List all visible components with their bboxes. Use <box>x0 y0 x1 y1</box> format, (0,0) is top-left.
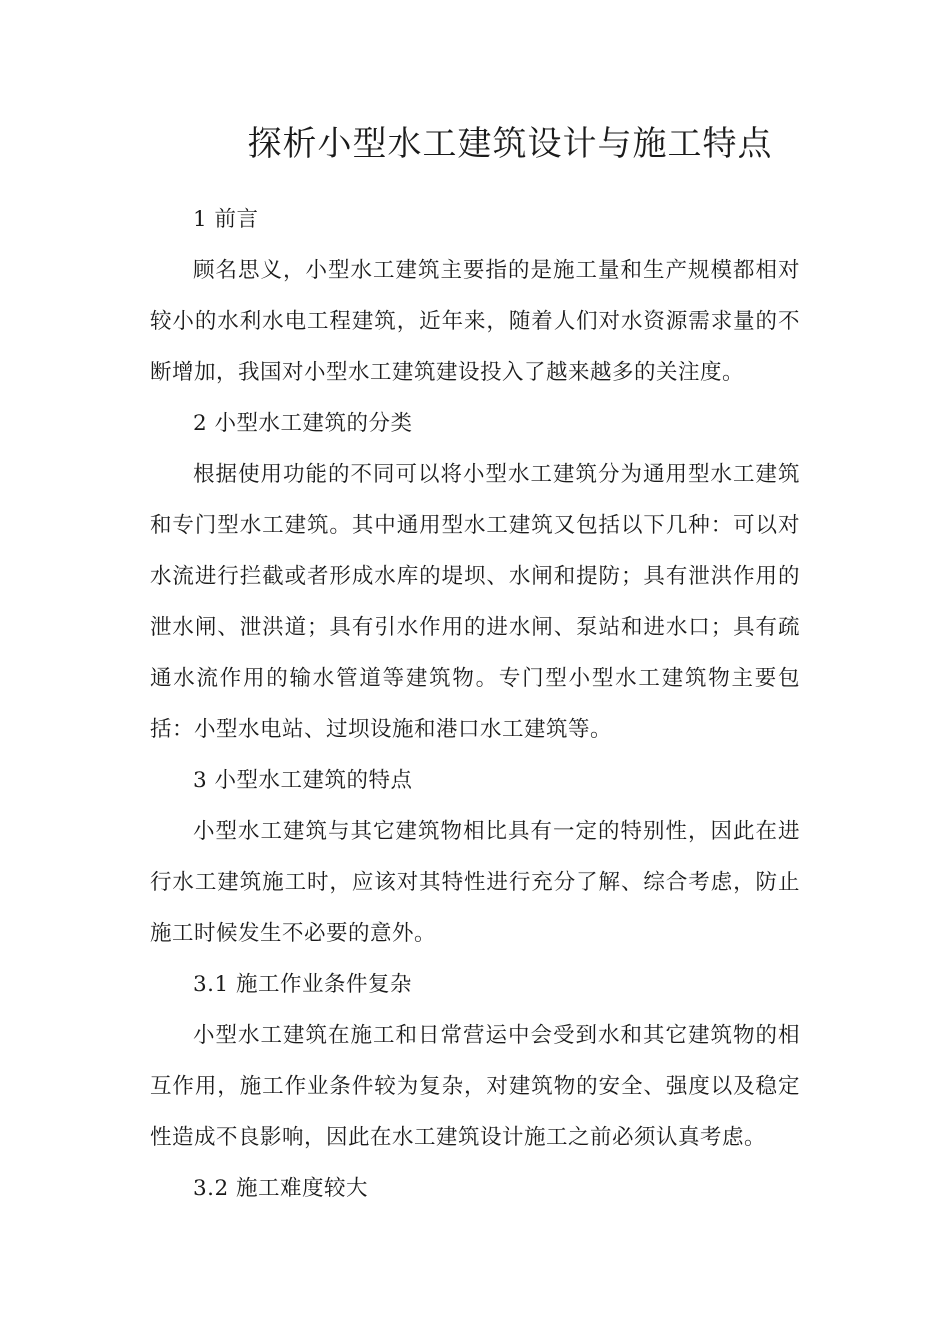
document-body <box>150 194 800 1214</box>
section-heading: 3.1 施工作业条件复杂 <box>193 972 413 997</box>
body-paragraph: 顾名思义，小型水工建筑主要指的是施工量和生产规模都相对较小的水利水电工程建筑，近年来，随着人们对水资源需求量的不断增加，我国对小型水工建筑建设投入了越来越多的关注度。 <box>150 258 800 385</box>
section-heading: 2 小型水工建筑的分类 <box>193 411 413 436</box>
body-paragraph: 小型水工建筑在施工和日常营运中会受到水和其它建筑物的相互作用，施工作业条件较为复杂，对建筑物的安全、强度以及稳定性造成不良影响，因此在水工建筑设计施工之前必须认真考虑。 <box>150 1023 800 1150</box>
document-title: 探析小型水工建筑设计与施工特点 <box>247 124 773 164</box>
body-paragraph: 小型水工建筑与其它建筑物相比具有一定的特别性，因此在进行水工建筑施工时，应该对其特性进行充分了解、综合考虑，防止施工时候发生不必要的意外。 <box>150 819 800 946</box>
body-paragraph: 根据使用功能的不同可以将小型水工建筑分为通用型水工建筑和专门型水工建筑。其中通用型水工建筑又包括以下几种：可以对水流进行拦截或者形成水库的堤坝、水闸和提防；具有泄洪作用的泄水闸、泄洪道；具有引水作用的进水闸、泵站和进水口；具有疏通水流作用的输水管道等建筑物。专门型小型水工建筑物主要包括：小型水电站、过坝设施和港口水工建筑等。 <box>150 462 800 742</box>
section-heading: 1 前言 <box>193 207 259 232</box>
section-heading: 3.2 施工难度较大 <box>193 1176 369 1201</box>
section-heading: 3 小型水工建筑的特点 <box>193 768 413 793</box>
